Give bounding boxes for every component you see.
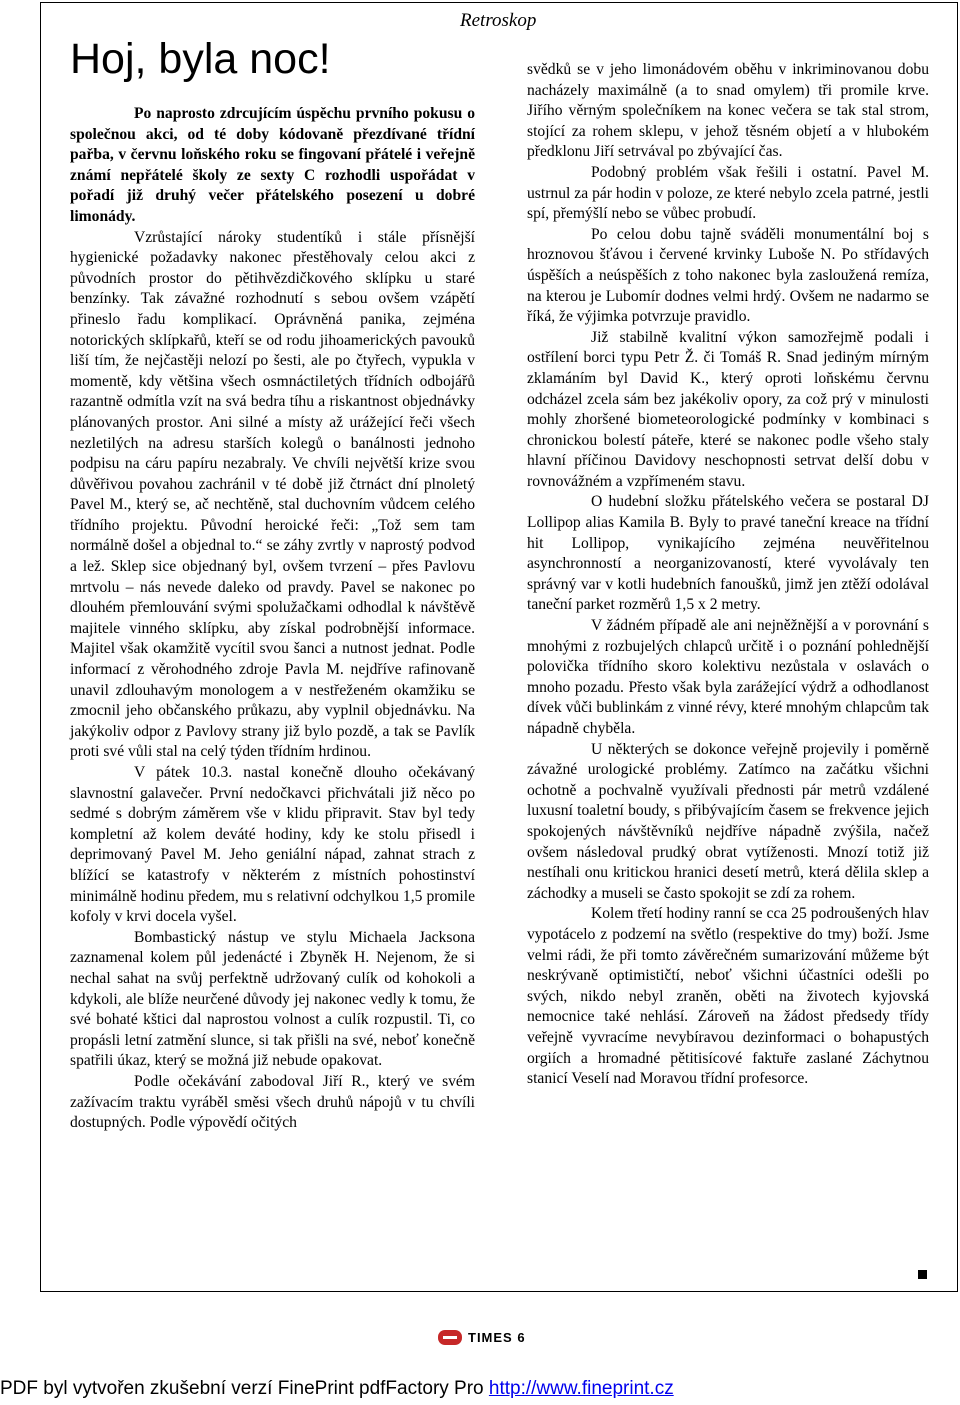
page-number-label: TIMES 6 bbox=[468, 1330, 526, 1345]
section-header: Retroskop bbox=[460, 10, 537, 31]
article-column-right bbox=[527, 60, 929, 1090]
article-paragraph: Podobný problém však řešili i ostatní. Pavel M. ustrnul za pár hodin v poloze, ze které nebylo zcela patrné, jestli spí, přemýšlí nebo se vůbec probudí. bbox=[527, 163, 929, 223]
article-title: Hoj, byla noc! bbox=[70, 35, 331, 83]
article-paragraph: Vzrůstající nároky studentíků i stále přísnější hygienické požadavky nakonec přestěhovaly celou akci z původních prostor do pětihvězdičkového sklípku u staré benzínky. Tak závažné rozhodnutí s sebou ovšem vzápětí přineslo řadu komplikací. Oprávněná panika, zejména notorických sklípkařů, kteří se od rodu jihoamerických pavouků liší tím, že nejčastěji nelozí po šesti, ale po čtyřech, vypukla v momentě, kdy většina všech osmnáctiletých třídních odbojářů razantně odmítla vzít na svá bedra tíhu a riskantnost objednávky plánovaných prostor. Ani silné a místy až urážející řeči všech nezletilých na adresu starších kolegů o banálnosti jednoho podpisu na cáru papíru nezabraly. Ve chvíli největší krize svou důvěřivou povahou zachránil v té době již čtrnáct dní plnoletý Pavel M., který se, ač nechtěně, stal duchovním vůdcem celého třídního projektu. Původní heroické řeči: „Tož sem tam normálně došel a objednal to.“ se záhy zvrtly v naprostý podvod a lež. Sklep sice objednaný byl, ovšem tvrzení – přes Pavlovu mrtvolu – nás nevede daleko od pravdy. Pavel se nakonec po dlouhém přemlouvání svými spolužačkami odhodlal k návštěvě majitele vinného sklípku, aby získal podrobnější informace. Majitel však okamžitě vycítil svou šanci a nutnost jednat. Podle informací z věrohodného zdroje Pavla M. nejdříve rafinovaně unavil zdlouhavým monologem a v nestřeženém okamžiku se zmocnil jeho občanského průkazu, aby vyplnil objednávku. Na jakýkoliv odpor z Pavlovy strany již bylo pozdě, a tak se Pavlík proti své vůli stal na celý týden třídním hrdinou. bbox=[70, 228, 475, 761]
article-paragraph: svědků se v jeho limonádovém oběhu v inkriminovanou dobu nacházely maximálně (a to snad omylem) tři promile krve. Jiřího věrným společníkem na konec večera se tak stal strom, stojící za rohem sklepu, v jehož těsném objetí a v hlubokém předklonu Jiří setrvával po zbývající čas. bbox=[527, 61, 929, 161]
article-paragraph: Po celou dobu tajně sváděli monumentální boj s hroznovou šťávou i červené krvinky Luboše N. Po střídavých úspěších a neúspěších z toho nakonec byla zasloužená remíza, na kterou je Lubomír dodnes velmi hrdý. Ovšem ne nadarmo se říká, že výjimka potvrzuje pravidlo. bbox=[527, 225, 929, 326]
article-paragraph: Bombastický nástup ve stylu Michaela Jacksona zaznamenal kolem půl jedenácté i Zbyněk H. Nejenom, že si nechal sahat na svůj perfektně udržovaný culík od kohokoli a kdykoli, ale blíže neurčené důvody jej nakonec vedly k tomu, že své bohaté kštici dal naprostou volnost a culík rozpustil. Ti, co propásli letní zatmění slunce, si tak přišli na své, neboť konečně spatřili úkaz, který se možná již nebude opakovat. bbox=[70, 928, 475, 1070]
article-paragraph: Kolem třetí hodiny ranní se cca 25 podroušených hlav vypotácelo z podzemí na světlo (respektive do tmy) boží. Jsme velmi rádi, že při tomto závěrečném sumarizování můžeme být neskrývaně optimističtí, neboť všichni účastníci odešli po svých, nikdo nebyl zraněn, oběti na životech kyjovská nemocnice také nehlásí. Zároveň na žádost předsedy třídy veřejně vyvracíme nevybíravou dezinformaci o bohapustých orgiích a hromadné pětitisícové faktuře zaslané Záchytnou stanicí Veselí nad Moravou třídní profesorce. bbox=[527, 905, 929, 1088]
watermark-text: PDF byl vytvořen zkušební verzí FinePrint pdfFactory Pro bbox=[0, 1378, 484, 1399]
times-logo-icon bbox=[438, 1330, 462, 1345]
article-end-mark bbox=[918, 1270, 927, 1279]
pdf-watermark bbox=[0, 1378, 960, 1400]
article-column-left bbox=[70, 104, 475, 1134]
article-paragraph: O hudební složku přátelského večera se postaral DJ Lollipop alias Kamila B. Byly to pravé taneční kreace na třídní hit Lollipop, vynikajícího zejména neuvěřitelnou asynchronností a neorganizovaností, které vyvolávaly ten správný var v kotli hudebních fanoušků, jimž jen ztěží odolával taneční parket rozměrů 1,5 x 2 metry. bbox=[527, 493, 929, 614]
article-paragraph: Již stabilně kvalitní výkon samozřejmě podali i ostřílení borci typu Petr Ž. či Tomáš R. Snad jediným mírným zklamáním byl David K., který oproti loňskému červnu odcházel zcela sám bez jakékoliv opory, za což prý v minulosti mohly zhoršené biometeorologické podmínky v kombinaci s chronickou bolestí páteře, které se nakonec podle všeho staly hlavní příčinou Davidovy neschopnosti setrvat delší dobu v rovnovážném a vzpřímeném stavu. bbox=[527, 328, 929, 490]
article-lead: Po naprosto zdrcujícím úspěchu prvního pokusu o společnou akci, od té doby kódovaně přezdívané třídní pařba, v červnu loňského roku se fingovaní přátelé i veřejně známí nepřátelé školy ze sexty C rozhodli uspořádat v pořadí již druhý večer přátelského posezení u dobré limonády. bbox=[70, 105, 475, 225]
article-paragraph: U některých se dokonce veřejně projevily i poměrně závažné urologické problémy. Zatímco na začátku všichni ochotně a pochvalně využívali přednosti pár metrů vzdálené luxusní toaletní boudy, s přibývajícím časem se frekvence jejich spokojených návštěvníků nejdříve nápadně zvýšila, načež ovšem následoval prudký obrat vytíženosti. Mnozí totiž již nestíhali onu kritickou hranici desetí metrů, která dělila sklep a záchodky a museli se často spokojit se zdí za rohem. bbox=[527, 740, 929, 902]
article-paragraph: Podle očekávání zabodoval Jiří R., který ve svém zažívacím traktu vyráběl směsi všech druhů nápojů v tu chvíli dostupných. Podle výpovědí očitých bbox=[70, 1072, 475, 1132]
article-paragraph: V žádném případě ale ani nejněžnější a v porovnání s mnohými z rozbujelých chlapců určitě i o poznání pohlednější polovička třídního skoro kolektivu nezůstala v oslavách o mnoho pozadu. Přesto však byla zarážející výdrž a odhodlanost dívek vůči bublinkám z vinné révy, které mnohým chlapcům tak nápadně chyběla. bbox=[527, 617, 929, 737]
article-paragraph: V pátek 10.3. nastal konečně dlouho očekávaný slavnostní galavečer. První nedočkavci přichvátali již něco po sedmé s dobrým záměrem vše v klidu připravit. Stav byl tedy kompletní až kolem deváté hodiny, kdy ke stolu přisedl i deprimovaný Pavel M. Jeho geniální nápad, zahnat strach z blížící se katastrofy v některém z místních pohostinství minimálně hodinu předem, mu s relativní odchylkou 1,5 promile kofoly v krvi docela vyšel. bbox=[70, 764, 475, 926]
times-logo bbox=[438, 1330, 526, 1345]
watermark-link[interactable]: http://www.fineprint.cz bbox=[488, 1378, 674, 1399]
